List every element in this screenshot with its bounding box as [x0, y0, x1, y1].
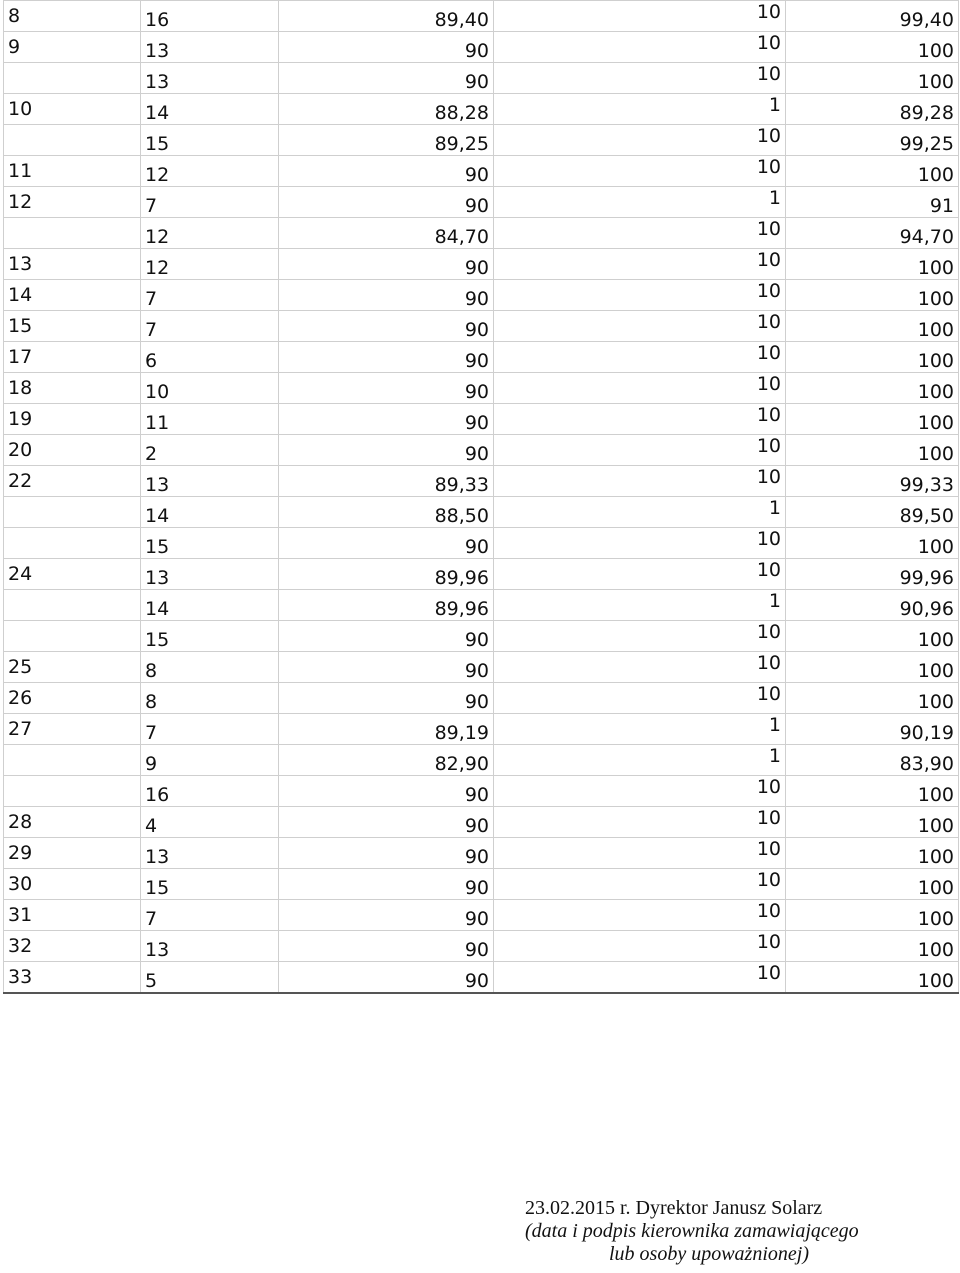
points-cell: 2	[141, 435, 279, 466]
points-cell: 13	[141, 32, 279, 63]
part-number-cell: 33	[4, 962, 141, 994]
points-cell: 12	[141, 249, 279, 280]
points-cell: 14	[141, 497, 279, 528]
part-number-cell	[4, 528, 141, 559]
other-score-cell: 10	[494, 652, 786, 683]
price-score-cell: 89,40	[279, 1, 494, 32]
other-score-cell: 1	[494, 745, 786, 776]
points-cell: 7	[141, 714, 279, 745]
price-score-cell: 90	[279, 869, 494, 900]
part-number-cell: 20	[4, 435, 141, 466]
total-score-cell: 91	[786, 187, 959, 218]
points-cell: 12	[141, 218, 279, 249]
part-number-cell	[4, 125, 141, 156]
points-cell: 14	[141, 590, 279, 621]
total-score-cell: 83,90	[786, 745, 959, 776]
other-score-cell: 10	[494, 838, 786, 869]
total-score-cell: 100	[786, 435, 959, 466]
total-score-cell: 100	[786, 838, 959, 869]
total-score-cell: 100	[786, 807, 959, 838]
total-score-cell: 99,25	[786, 125, 959, 156]
other-score-cell: 10	[494, 528, 786, 559]
points-cell: 13	[141, 466, 279, 497]
table-row	[4, 962, 959, 994]
table-row	[4, 156, 959, 187]
table-row	[4, 590, 959, 621]
table-row	[4, 776, 959, 807]
table-row	[4, 311, 959, 342]
part-number-cell: 14	[4, 280, 141, 311]
points-cell: 7	[141, 900, 279, 931]
other-score-cell: 10	[494, 32, 786, 63]
date-and-signatory: 23.02.2015 r. Dyrektor Janusz Solarz	[525, 1197, 823, 1219]
table-row	[4, 125, 959, 156]
price-score-cell: 89,96	[279, 559, 494, 590]
table-row	[4, 497, 959, 528]
price-score-cell: 90	[279, 280, 494, 311]
other-score-cell: 10	[494, 900, 786, 931]
table-row	[4, 714, 959, 745]
price-score-cell: 90	[279, 187, 494, 218]
part-number-cell: 24	[4, 559, 141, 590]
table-row	[4, 373, 959, 404]
other-score-cell: 10	[494, 466, 786, 497]
total-score-cell: 100	[786, 652, 959, 683]
price-score-cell: 90	[279, 435, 494, 466]
points-cell: 11	[141, 404, 279, 435]
part-number-cell	[4, 218, 141, 249]
other-score-cell: 10	[494, 249, 786, 280]
part-number-cell: 15	[4, 311, 141, 342]
part-number-cell	[4, 621, 141, 652]
total-score-cell: 94,70	[786, 218, 959, 249]
part-number-cell	[4, 497, 141, 528]
price-score-cell: 90	[279, 373, 494, 404]
points-cell: 13	[141, 838, 279, 869]
points-cell: 15	[141, 125, 279, 156]
part-number-cell	[4, 745, 141, 776]
price-score-cell: 89,96	[279, 590, 494, 621]
table-row	[4, 559, 959, 590]
table-row	[4, 528, 959, 559]
part-number-cell: 27	[4, 714, 141, 745]
price-score-cell: 90	[279, 838, 494, 869]
other-score-cell: 1	[494, 187, 786, 218]
total-score-cell: 100	[786, 404, 959, 435]
table-row	[4, 249, 959, 280]
price-score-cell: 90	[279, 652, 494, 683]
part-number-cell: 11	[4, 156, 141, 187]
total-score-cell: 100	[786, 931, 959, 962]
points-cell: 7	[141, 311, 279, 342]
part-number-cell: 26	[4, 683, 141, 714]
other-score-cell: 10	[494, 559, 786, 590]
table-row	[4, 838, 959, 869]
points-cell: 13	[141, 931, 279, 962]
points-cell: 6	[141, 342, 279, 373]
total-score-cell: 100	[786, 63, 959, 94]
part-number-cell: 18	[4, 373, 141, 404]
points-cell: 9	[141, 745, 279, 776]
total-score-cell: 89,50	[786, 497, 959, 528]
points-cell: 4	[141, 807, 279, 838]
table-row	[4, 187, 959, 218]
total-score-cell: 100	[786, 342, 959, 373]
table-row	[4, 745, 959, 776]
other-score-cell: 10	[494, 63, 786, 94]
price-score-cell: 89,25	[279, 125, 494, 156]
table-row	[4, 63, 959, 94]
part-number-cell: 10	[4, 94, 141, 125]
total-score-cell: 100	[786, 900, 959, 931]
table-row	[4, 32, 959, 63]
part-number-cell: 25	[4, 652, 141, 683]
part-number-cell: 17	[4, 342, 141, 373]
results-table-body	[4, 1, 959, 994]
part-number-cell: 29	[4, 838, 141, 869]
part-number-cell: 13	[4, 249, 141, 280]
part-number-cell: 19	[4, 404, 141, 435]
part-number-cell: 28	[4, 807, 141, 838]
points-cell: 10	[141, 373, 279, 404]
table-row	[4, 280, 959, 311]
price-score-cell: 88,50	[279, 497, 494, 528]
points-cell: 15	[141, 621, 279, 652]
points-cell: 8	[141, 652, 279, 683]
total-score-cell: 99,96	[786, 559, 959, 590]
total-score-cell: 100	[786, 869, 959, 900]
price-score-cell: 90	[279, 900, 494, 931]
other-score-cell: 1	[494, 714, 786, 745]
points-cell: 7	[141, 187, 279, 218]
total-score-cell: 99,33	[786, 466, 959, 497]
points-cell: 7	[141, 280, 279, 311]
other-score-cell: 10	[494, 435, 786, 466]
points-cell: 13	[141, 63, 279, 94]
other-score-cell: 1	[494, 590, 786, 621]
price-score-cell: 90	[279, 156, 494, 187]
table-row	[4, 621, 959, 652]
points-cell: 5	[141, 962, 279, 994]
price-score-cell: 90	[279, 776, 494, 807]
price-score-cell: 90	[279, 404, 494, 435]
points-cell: 15	[141, 869, 279, 900]
part-number-cell: 12	[4, 187, 141, 218]
part-number-cell	[4, 63, 141, 94]
part-number-cell: 30	[4, 869, 141, 900]
points-cell: 13	[141, 559, 279, 590]
price-score-cell: 90	[279, 683, 494, 714]
total-score-cell: 100	[786, 528, 959, 559]
part-number-cell: 9	[4, 32, 141, 63]
other-score-cell: 10	[494, 280, 786, 311]
total-score-cell: 90,96	[786, 590, 959, 621]
price-score-cell: 82,90	[279, 745, 494, 776]
total-score-cell: 100	[786, 32, 959, 63]
total-score-cell: 89,28	[786, 94, 959, 125]
table-row	[4, 683, 959, 714]
table-row	[4, 218, 959, 249]
table-row	[4, 652, 959, 683]
table-row	[4, 900, 959, 931]
price-score-cell: 90	[279, 962, 494, 994]
part-number-cell	[4, 590, 141, 621]
part-number-cell: 22	[4, 466, 141, 497]
other-score-cell: 10	[494, 156, 786, 187]
part-number-cell: 32	[4, 931, 141, 962]
total-score-cell: 90,19	[786, 714, 959, 745]
table-row	[4, 466, 959, 497]
price-score-cell: 90	[279, 249, 494, 280]
part-number-cell	[4, 776, 141, 807]
table-row	[4, 1, 959, 32]
points-cell: 16	[141, 1, 279, 32]
other-score-cell: 10	[494, 776, 786, 807]
table-row	[4, 94, 959, 125]
total-score-cell: 100	[786, 156, 959, 187]
price-score-cell: 84,70	[279, 218, 494, 249]
other-score-cell: 10	[494, 962, 786, 994]
price-score-cell: 90	[279, 63, 494, 94]
points-cell: 8	[141, 683, 279, 714]
price-score-cell: 90	[279, 807, 494, 838]
total-score-cell: 100	[786, 311, 959, 342]
other-score-cell: 10	[494, 373, 786, 404]
signature-block	[525, 1197, 955, 1266]
points-cell: 16	[141, 776, 279, 807]
table-row	[4, 404, 959, 435]
total-score-cell: 100	[786, 373, 959, 404]
price-score-cell: 90	[279, 931, 494, 962]
total-score-cell: 100	[786, 776, 959, 807]
table-row	[4, 807, 959, 838]
part-number-cell: 31	[4, 900, 141, 931]
table-row	[4, 435, 959, 466]
price-score-cell: 90	[279, 342, 494, 373]
other-score-cell: 10	[494, 621, 786, 652]
table-row	[4, 869, 959, 900]
price-score-cell: 90	[279, 528, 494, 559]
price-score-cell: 90	[279, 621, 494, 652]
total-score-cell: 100	[786, 621, 959, 652]
part-number-cell: 8	[4, 1, 141, 32]
total-score-cell: 100	[786, 683, 959, 714]
total-score-cell: 100	[786, 280, 959, 311]
price-score-cell: 90	[279, 311, 494, 342]
other-score-cell: 10	[494, 218, 786, 249]
results-table	[3, 0, 959, 994]
other-score-cell: 1	[494, 497, 786, 528]
points-cell: 12	[141, 156, 279, 187]
price-score-cell: 89,19	[279, 714, 494, 745]
total-score-cell: 100	[786, 962, 959, 994]
other-score-cell: 10	[494, 311, 786, 342]
other-score-cell: 10	[494, 807, 786, 838]
price-score-cell: 89,33	[279, 466, 494, 497]
other-score-cell: 10	[494, 869, 786, 900]
other-score-cell: 10	[494, 342, 786, 373]
table-row	[4, 342, 959, 373]
other-score-cell: 10	[494, 683, 786, 714]
total-score-cell: 100	[786, 249, 959, 280]
other-score-cell: 1	[494, 94, 786, 125]
price-score-cell: 88,28	[279, 94, 494, 125]
points-cell: 15	[141, 528, 279, 559]
price-score-cell: 90	[279, 32, 494, 63]
signature-caption-line-1: (data i podpis kierownika zamawiającego	[525, 1220, 859, 1242]
other-score-cell: 10	[494, 931, 786, 962]
other-score-cell: 10	[494, 404, 786, 435]
other-score-cell: 10	[494, 125, 786, 156]
signature-caption-line-2: lub osoby upoważnionej)	[609, 1243, 809, 1265]
other-score-cell: 10	[494, 1, 786, 32]
table-row	[4, 931, 959, 962]
total-score-cell: 99,40	[786, 1, 959, 32]
points-cell: 14	[141, 94, 279, 125]
